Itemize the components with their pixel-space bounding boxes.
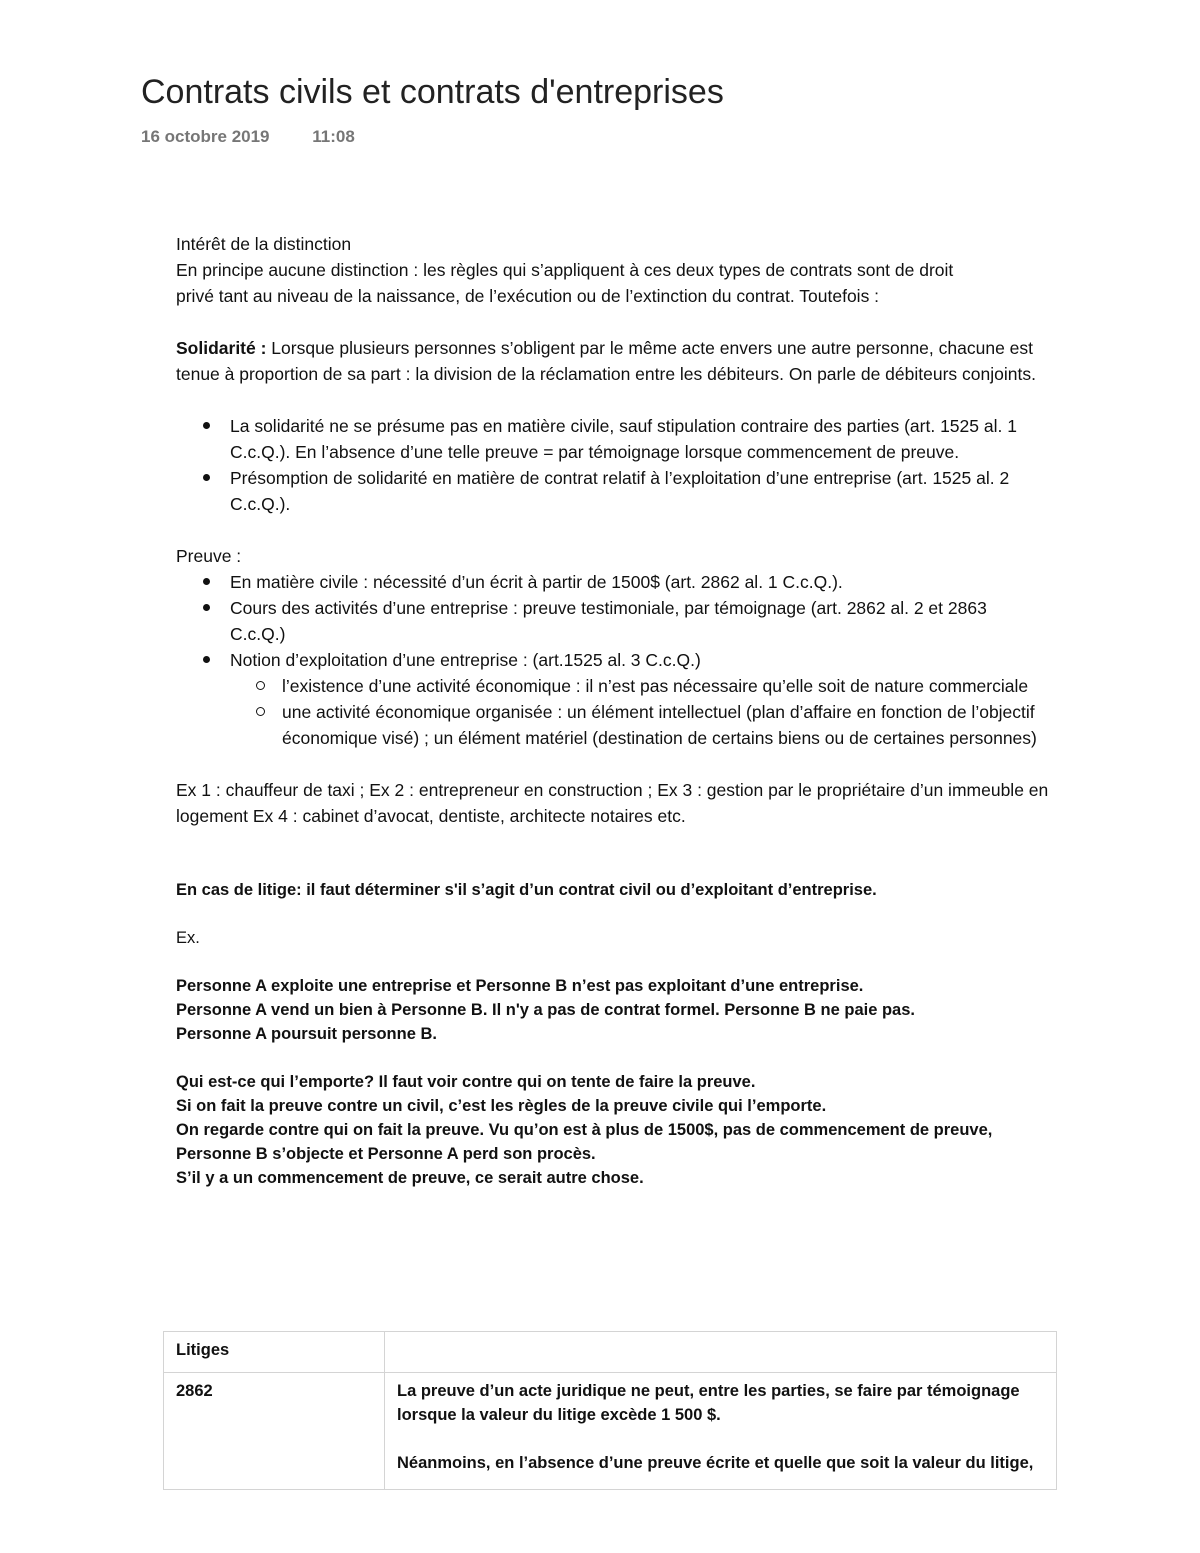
analysis-line: S’il y a un commencement de preuve, ce serait autre chose. — [176, 1169, 644, 1187]
section-heading-interet: Intérêt de la distinction — [176, 234, 352, 254]
list-item — [176, 647, 1046, 751]
intro-line-2: privé tant au niveau de la naissance, de l’exécution ou de l’extinction du contrat. Toutefois : — [176, 286, 880, 306]
scenario-line: Personne A poursuit personne B. — [176, 1025, 437, 1043]
note-body — [176, 231, 1066, 1190]
page-time: 11:08 — [312, 127, 355, 146]
example-label: Ex. — [176, 929, 200, 947]
preuve-bullets — [176, 569, 1046, 751]
list-item: Cours des activités d’une entreprise : preuve testimoniale, par témoignage (art. 2862 al. 2 et 2863 C.c.Q.) — [176, 595, 1046, 647]
analysis-block — [176, 1070, 1066, 1190]
analysis-line: Qui est-ce qui l’emporte? Il faut voir contre qui on tente de faire la preuve. — [176, 1073, 756, 1091]
table-header-row — [164, 1332, 1057, 1373]
scenario-line: Personne A vend un bien à Personne B. Il n'y a pas de contrat formel. Personne B ne paie pas. — [176, 1001, 915, 1019]
sub-list-item: une activité économique organisée : un élément intellectuel (plan d’affaire en fonction de l’objectif économique visé) ; un élément matériel (destination de certains biens ou de certaines personnes) — [230, 699, 1046, 751]
page-date: 16 octobre 2019 — [141, 127, 270, 146]
list-item-text: Notion d’exploitation d’une entreprise : (art.1525 al. 3 C.c.Q.) — [230, 650, 701, 670]
solidarite-label: Solidarité : — [176, 338, 267, 358]
list-item: Présomption de solidarité en matière de contrat relatif à l’exploitation d’une entreprise (art. 1525 al. 2 C.c.Q.). — [176, 465, 1046, 517]
table-header-cell — [385, 1332, 1057, 1373]
exploitation-sub-bullets — [230, 673, 1046, 751]
solidarite-paragraph — [176, 335, 1036, 387]
sub-list-item: l’existence d’une activité économique : il n’est pas nécessaire qu’elle soit de nature commerciale — [230, 673, 1046, 699]
litige-intro: En cas de litige: il faut déterminer s'il s’agit d’un contrat civil ou d’exploitant d’entreprise. — [176, 881, 877, 899]
article-paragraph: Néanmoins, en l’absence d’une preuve écrite et quelle que soit la valeur du litige, — [397, 1454, 1034, 1472]
section-heading-preuve: Preuve : — [176, 546, 242, 566]
scenario-line: Personne A exploite une entreprise et Personne B n’est pas exploitant d’une entreprise. — [176, 977, 864, 995]
intro-line-1: En principe aucune distinction : les règles qui s’appliquent à ces deux types de contrats sont de droit — [176, 260, 954, 280]
scenario-block — [176, 974, 1066, 1046]
list-item: La solidarité ne se présume pas en matière civile, sauf stipulation contraire des parties (art. 1525 al. 1 C.c.Q.). En l’absence d’une telle preuve = par témoignage lorsque commencement de preuve. — [176, 413, 1046, 465]
table-row — [164, 1373, 1057, 1490]
list-item: En matière civile : nécessité d’un écrit à partir de 1500$ (art. 2862 al. 1 C.c.Q.). — [176, 569, 1046, 595]
article-cell: 2862 — [164, 1373, 385, 1490]
solidarite-bullets — [176, 413, 1046, 517]
page-title: Contrats civils et contrats d'entreprises — [141, 73, 724, 111]
analysis-line: Si on fait la preuve contre un civil, c’est les règles de la preuve civile qui l’emporte. — [176, 1097, 827, 1115]
examples-paragraph: Ex 1 : chauffeur de taxi ; Ex 2 : entrepreneur en construction ; Ex 3 : gestion par le propriétaire d’un immeuble en logement Ex 4 : cabinet d’avocat, dentiste, architecte notaires etc. — [176, 780, 1049, 826]
litiges-table — [163, 1331, 1057, 1490]
table-header-cell: Litiges — [164, 1332, 385, 1373]
page-metadata — [141, 127, 355, 147]
analysis-line: Personne B s’objecte et Personne A perd son procès. — [176, 1145, 596, 1163]
article-text-cell — [385, 1373, 1057, 1490]
solidarite-text: Lorsque plusieurs personnes s’obligent par le même acte envers une autre personne, chacune est tenue à proportion de sa part : la division de la réclamation entre les débiteurs. On parle de débiteurs conjoints. — [176, 338, 1036, 384]
analysis-line: On regarde contre qui on fait la preuve. Vu qu’on est à plus de 1500$, pas de commencement de preuve, — [176, 1121, 993, 1139]
article-paragraph: La preuve d’un acte juridique ne peut, entre les parties, se faire par témoignage lorsque la valeur du litige excède 1 500 $. — [397, 1382, 1020, 1424]
